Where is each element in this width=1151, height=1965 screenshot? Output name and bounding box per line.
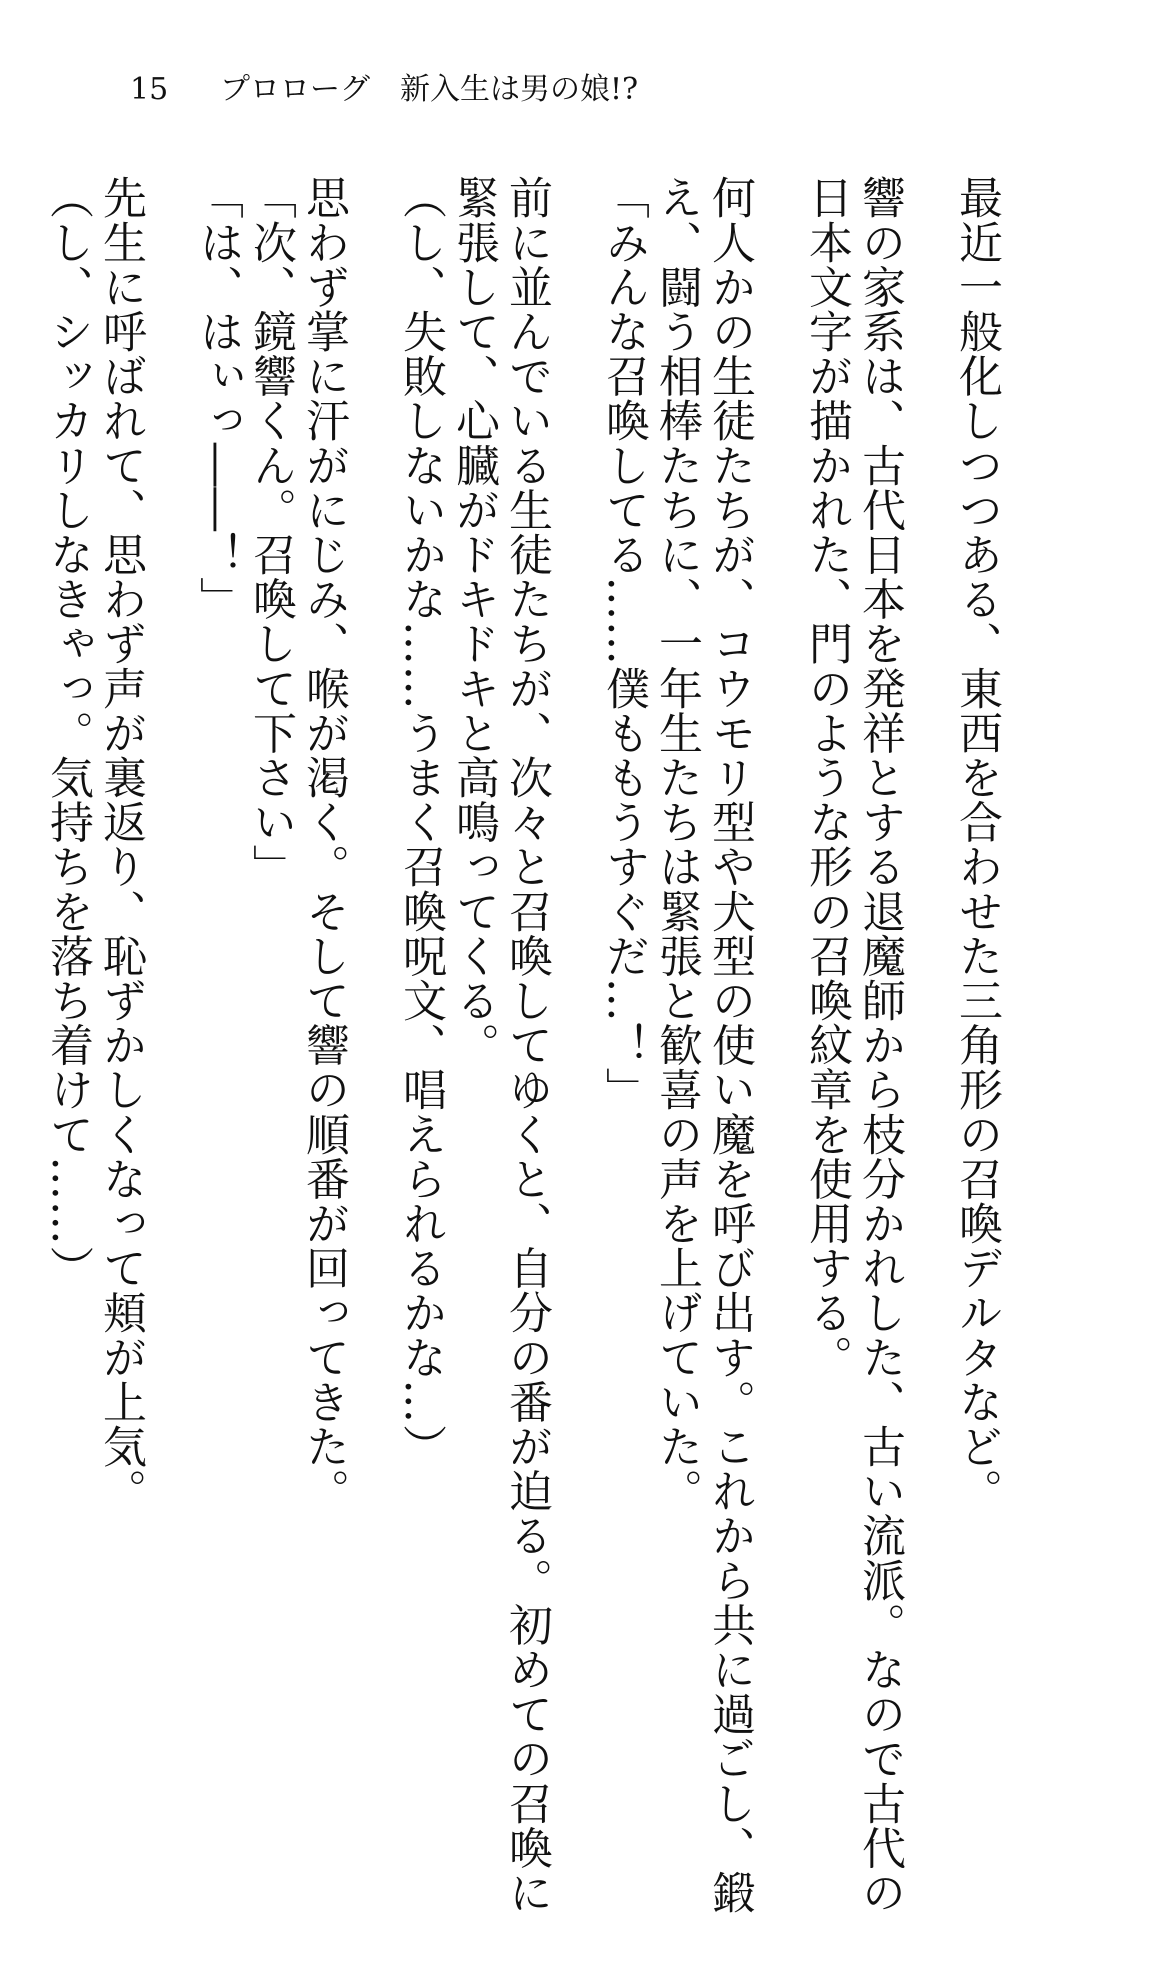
text-line-1: 最近一般化しつつある、東西を合わせた三角形の召喚デルタなど。: [951, 175, 1002, 1513]
page-header: [130, 70, 638, 110]
body-text: [0, 175, 1003, 1915]
text-line-6: 「みんな召喚してる……僕ももうすぐだ…！」: [598, 175, 649, 1112]
text-line-3: 日本文字が描かれた、門のような形の召喚紋章を使用する。: [801, 175, 852, 1380]
text-line-8: 緊張して、心臓がドキドキと高鳴ってくる。: [448, 175, 499, 1067]
text-line-14: （し、シッカリしなきゃっ。気持ちを落ち着けて……）: [42, 175, 93, 1290]
text-line-13: 先生に呼ばれて、思わず声が裏返り、恥ずかしくなって頬が上気。: [95, 175, 146, 1513]
text-line-5: え、闘う相棒たちに、一年生たちは緊張と歓喜の声を上げていた。: [651, 175, 702, 1513]
text-line-7: 前に並んでいる生徒たちが、次々と召喚してゆくと、自分の番が迫る。初めての召喚に: [501, 175, 552, 1915]
text-line-9: （し、失敗しないかな……うまく召喚呪文、唱えられるかな…）: [395, 175, 446, 1469]
text-line-4: 何人かの生徒たちが、コウモリ型や犬型の使い魔を呼び出す。これから共に過ごし、鍛: [704, 175, 755, 1915]
text-line-15: [0, 175, 41, 1595]
text-line-12: 「は、はぃっ――！」: [192, 175, 243, 621]
page-number: 15: [130, 72, 169, 107]
text-line-10: 思わず掌に汗がにじみ、喉が渇く。そして響の順番が回ってきた。: [298, 175, 349, 1513]
chapter-title: プロローグ 新入生は男の娘!?: [220, 72, 639, 107]
text-line-11: 「次、鏡響くん。召喚して下さい」: [245, 175, 296, 889]
text-line-2: 響の家系は、古代日本を発祥とする退魔師から枝分かれした、古い流派。なので古代の: [854, 175, 905, 1915]
